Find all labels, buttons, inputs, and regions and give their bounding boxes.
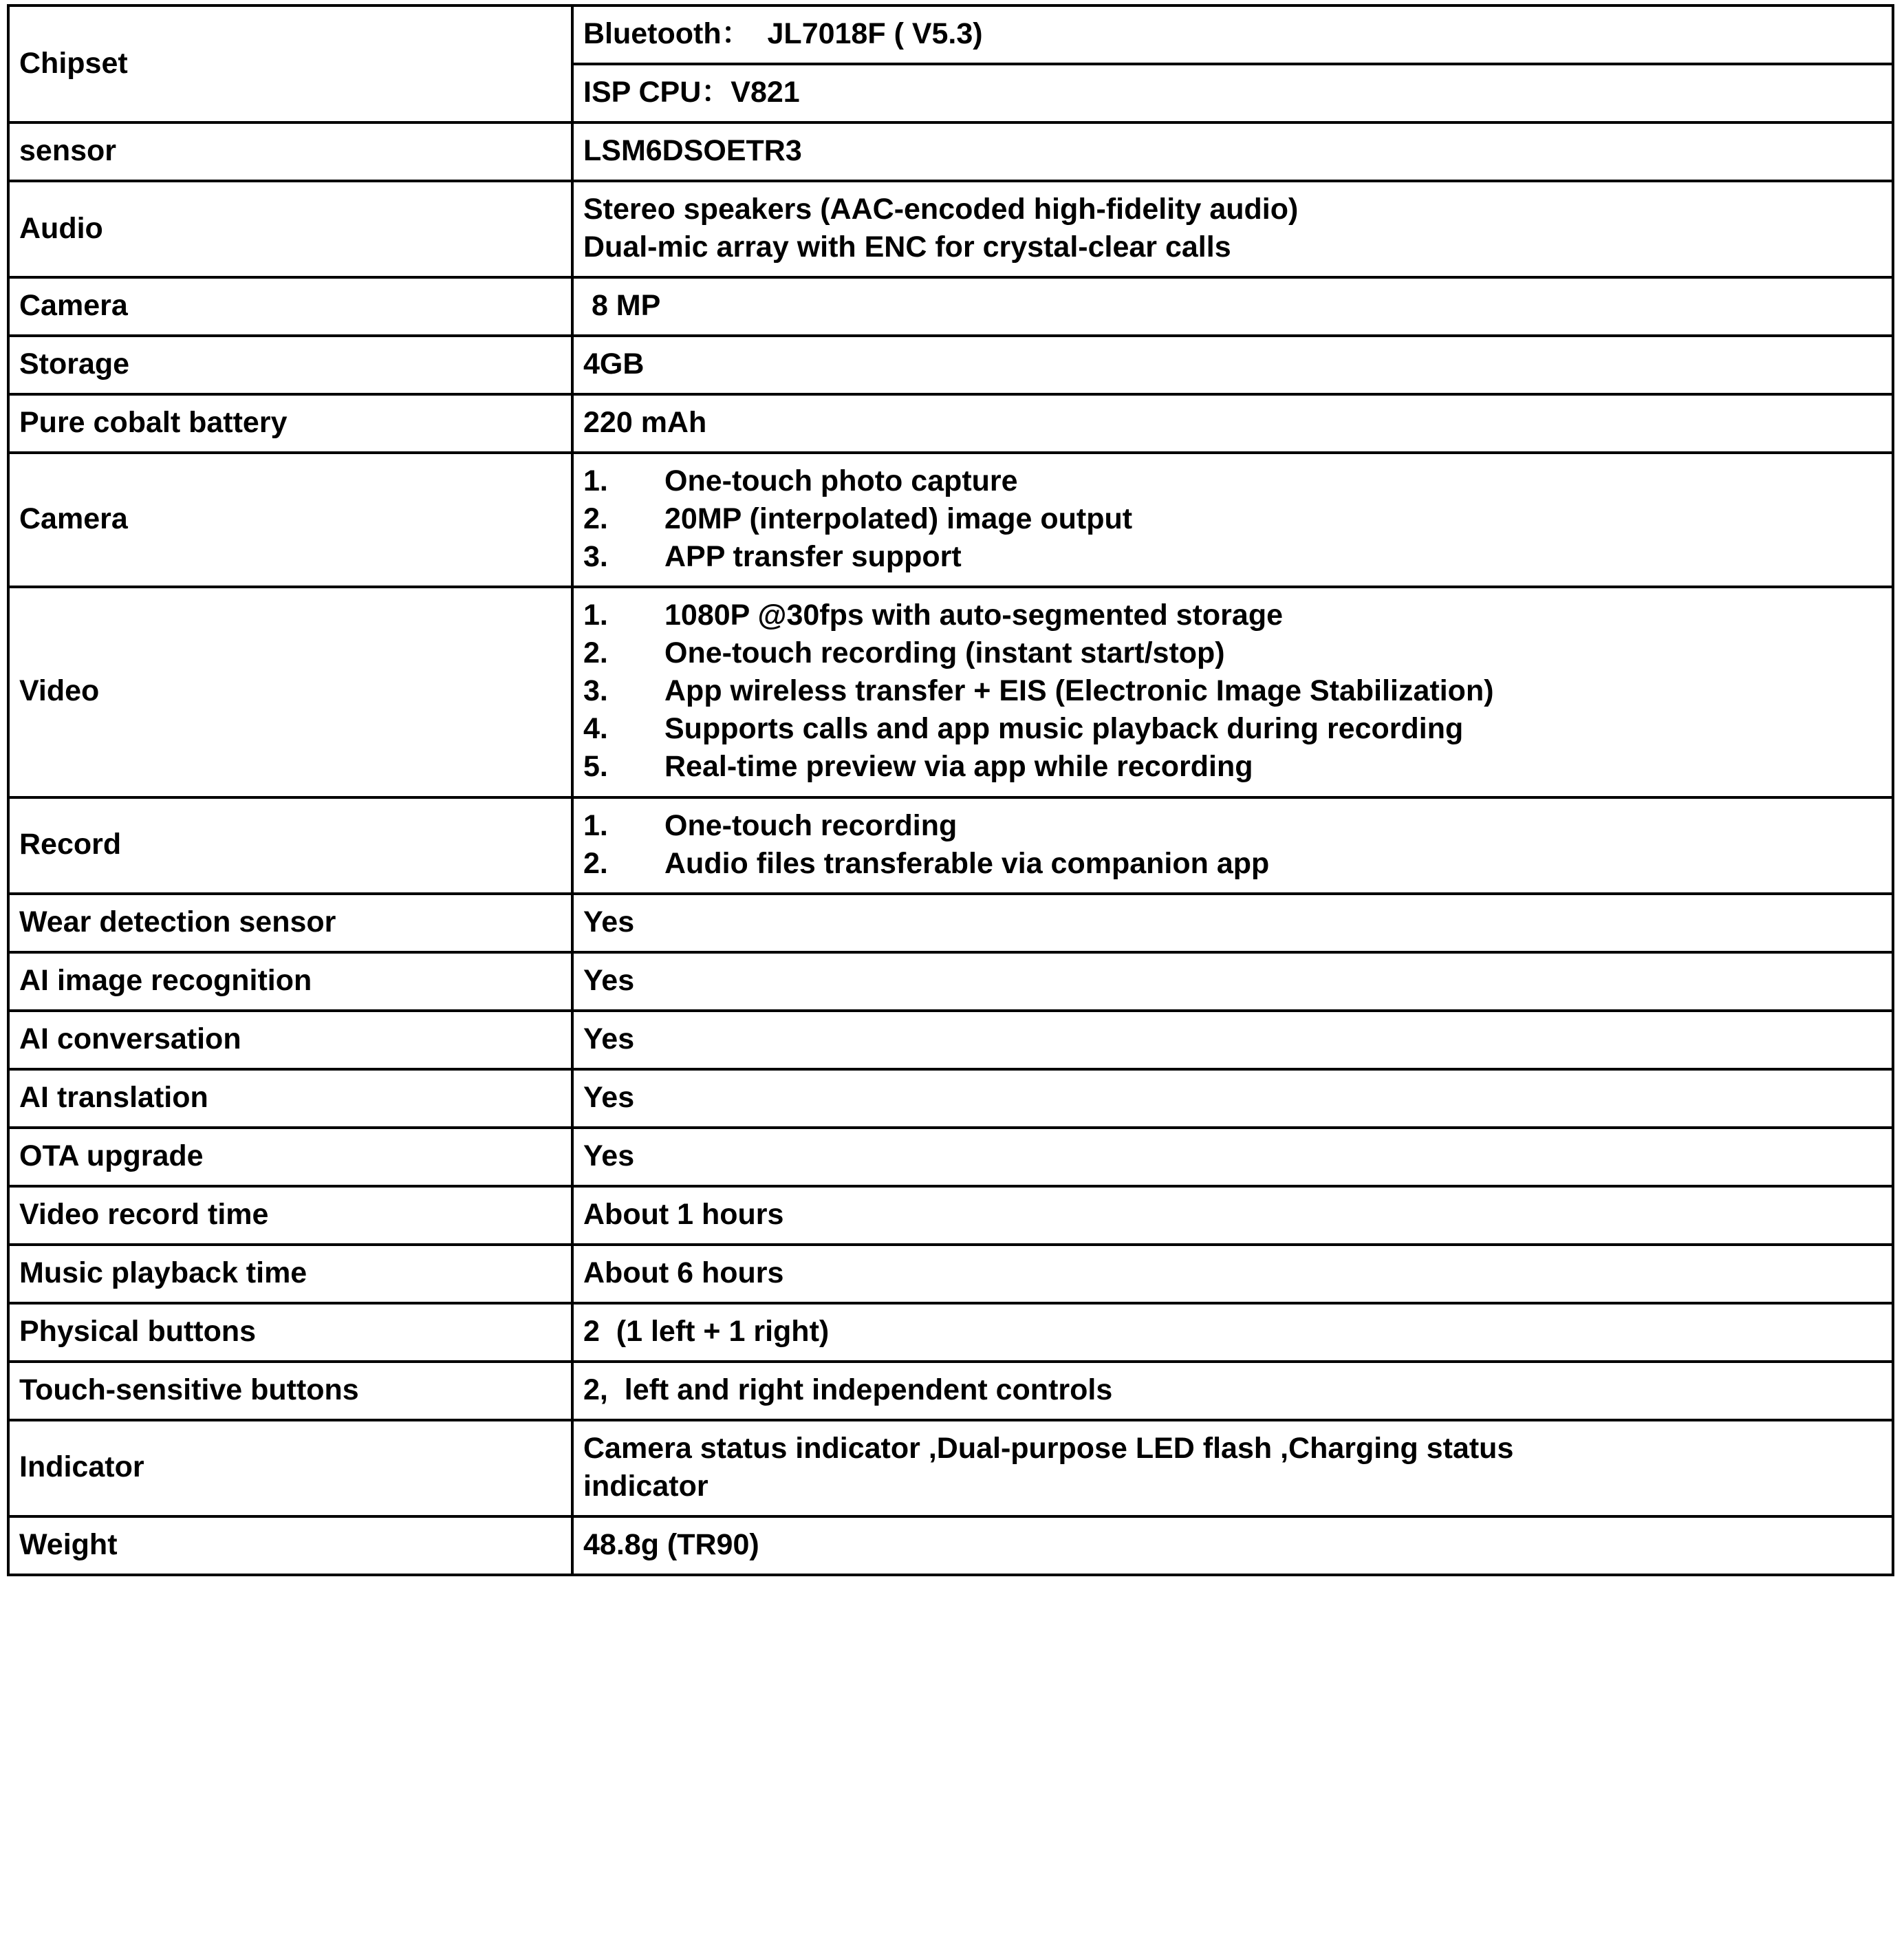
spec-value-cell (572, 797, 1893, 894)
spec-value-cell (572, 64, 1893, 122)
spec-value-line: LSM6DSOETR3 (583, 134, 802, 168)
spec-value-cell (572, 1420, 1893, 1516)
table-row (8, 952, 1893, 1011)
spec-value-line: 2 (1 left + 1 right) (583, 1314, 830, 1348)
table-row (8, 1362, 1893, 1420)
list-item (583, 672, 1882, 710)
spec-value-line: indicator (583, 1469, 708, 1503)
list-item-label: One-touch recording (instant start/stop) (664, 636, 1225, 670)
spec-label-cell: Pure cobalt battery (8, 394, 572, 453)
spec-value-line: Yes (583, 963, 635, 997)
spec-label-cell: Storage (8, 336, 572, 394)
spec-value-cell (572, 277, 1893, 336)
spec-value-line: Yes (583, 1080, 635, 1114)
spec-value-line: 48.8g (TR90) (583, 1527, 759, 1561)
spec-value-line: Yes (583, 1022, 635, 1055)
spec-label-cell: Touch-sensitive buttons (8, 1362, 572, 1420)
spec-value-lines (583, 345, 1882, 383)
table-row (8, 6, 1893, 64)
spec-label-cell: AI image recognition (8, 952, 572, 1011)
table-row (8, 1069, 1893, 1128)
list-item-number: 5. (583, 750, 608, 784)
list-item-label: 20MP (interpolated) image output (664, 502, 1133, 536)
spec-value-lines (583, 15, 1882, 53)
table-row (8, 1128, 1893, 1186)
list-item (583, 807, 1882, 845)
table-row (8, 453, 1893, 587)
spec-label-cell: Weight (8, 1516, 572, 1575)
spec-value-line: Camera status indicator ,Dual-purpose LED flash ,Charging status (583, 1431, 1514, 1465)
list-item-number: 2. (583, 636, 608, 670)
list-item-number: 4. (583, 712, 608, 746)
spec-value-lines (583, 1430, 1882, 1505)
spec-value-cell (572, 1186, 1893, 1245)
table-row (8, 1420, 1893, 1516)
spec-label-cell: sensor (8, 122, 572, 181)
specifications-table-body (8, 6, 1893, 1575)
list-item-number: 2. (583, 502, 608, 536)
table-row (8, 1186, 1893, 1245)
table-row (8, 181, 1893, 277)
spec-value-cell (572, 336, 1893, 394)
spec-value-cell (572, 1362, 1893, 1420)
spec-value-lines (583, 903, 1882, 941)
spec-value-line: Stereo speakers (AAC-encoded high-fidelity audio) (583, 193, 1299, 226)
spec-value-cell (572, 6, 1893, 64)
table-row (8, 394, 1893, 453)
spec-value-lines (583, 1526, 1882, 1564)
spec-value-lines (583, 74, 1882, 111)
list-item-label: One-touch photo capture (664, 464, 1018, 498)
list-item-label: App wireless transfer + EIS (Electronic Image Stabilization) (664, 674, 1494, 708)
list-item (583, 538, 1882, 576)
spec-value-cell (572, 894, 1893, 952)
spec-value-lines (583, 132, 1882, 170)
table-row (8, 1303, 1893, 1362)
spec-value-lines (583, 287, 1882, 325)
spec-value-lines (583, 191, 1882, 266)
spec-value-lines (583, 1371, 1882, 1409)
list-item-label: APP transfer support (664, 540, 962, 574)
list-item-number: 1. (583, 599, 608, 632)
list-item (583, 634, 1882, 672)
table-row (8, 587, 1893, 797)
spec-value-line: About 6 hours (583, 1256, 784, 1289)
spec-value-line: 2, left and right independent controls (583, 1373, 1113, 1406)
spec-label-cell: Video (8, 587, 572, 797)
spec-label-cell: Wear detection sensor (8, 894, 572, 952)
spec-value-lines (583, 1137, 1882, 1175)
spec-label-cell: Video record time (8, 1186, 572, 1245)
list-item-number: 1. (583, 464, 608, 498)
spec-label-cell: Record (8, 797, 572, 894)
spec-value-cell (572, 1011, 1893, 1069)
spec-value-lines (583, 1196, 1882, 1234)
spec-label-cell: OTA upgrade (8, 1128, 572, 1186)
list-item (583, 500, 1882, 538)
spec-label-cell: AI translation (8, 1069, 572, 1128)
spec-value-list (583, 462, 1882, 576)
spec-value-line: 8 MP (583, 289, 661, 323)
spec-label-cell: Indicator (8, 1420, 572, 1516)
list-item-label: Supports calls and app music playback during recording (664, 712, 1464, 746)
spec-value-cell (572, 952, 1893, 1011)
table-row (8, 1245, 1893, 1303)
spec-value-cell (572, 1128, 1893, 1186)
specifications-table (7, 4, 1894, 1576)
spec-value-cell (572, 1069, 1893, 1128)
list-item-label: Audio files transferable via companion app (664, 846, 1270, 880)
spec-value-lines (583, 1254, 1882, 1292)
spec-value-lines (583, 962, 1882, 1000)
spec-value-line: About 1 hours (583, 1197, 784, 1231)
table-row (8, 277, 1893, 336)
spec-value-cell (572, 1516, 1893, 1575)
list-item-label: 1080P @30fps with auto-segmented storage (664, 599, 1284, 632)
spec-value-cell (572, 394, 1893, 453)
spec-label-cell: Chipset (8, 6, 572, 122)
list-item-label: One-touch recording (664, 808, 958, 842)
spec-label-cell: Physical buttons (8, 1303, 572, 1362)
spec-value-cell (572, 1245, 1893, 1303)
list-item-number: 3. (583, 674, 608, 708)
list-item (583, 748, 1882, 786)
spec-value-cell (572, 587, 1893, 797)
spec-value-list (583, 807, 1882, 883)
spec-value-line: 4GB (583, 347, 645, 381)
table-row (8, 122, 1893, 181)
spec-value-line: Bluetooth： JL7018F ( V5.3) (583, 17, 983, 50)
list-item-label: Real-time preview via app while recording (664, 750, 1253, 784)
list-item (583, 845, 1882, 883)
spec-label-cell: Music playback time (8, 1245, 572, 1303)
table-row (8, 336, 1893, 394)
list-item-number: 1. (583, 808, 608, 842)
list-item (583, 462, 1882, 500)
spec-value-cell (572, 122, 1893, 181)
spec-value-lines (583, 1020, 1882, 1058)
spec-value-lines (583, 1313, 1882, 1351)
spec-label-cell: AI conversation (8, 1011, 572, 1069)
spec-label-cell: Camera (8, 453, 572, 587)
spec-value-line: ISP CPU：V821 (583, 76, 800, 109)
table-row (8, 894, 1893, 952)
spec-value-line: Dual-mic array with ENC for crystal-clear calls (583, 230, 1231, 264)
spec-value-line: Yes (583, 905, 635, 938)
list-item-number: 3. (583, 540, 608, 574)
spec-value-lines (583, 404, 1882, 442)
spec-label-cell: Camera (8, 277, 572, 336)
list-item (583, 710, 1882, 748)
table-row (8, 1516, 1893, 1575)
list-item (583, 597, 1882, 634)
spec-value-line: 220 mAh (583, 406, 707, 440)
spec-value-cell (572, 181, 1893, 277)
spec-value-cell (572, 453, 1893, 587)
spec-value-lines (583, 1079, 1882, 1117)
table-row (8, 1011, 1893, 1069)
spec-value-line: Yes (583, 1139, 635, 1172)
table-row (8, 797, 1893, 894)
spec-label-cell: Audio (8, 181, 572, 277)
spec-value-cell (572, 1303, 1893, 1362)
spec-value-list (583, 597, 1882, 786)
list-item-number: 2. (583, 846, 608, 880)
